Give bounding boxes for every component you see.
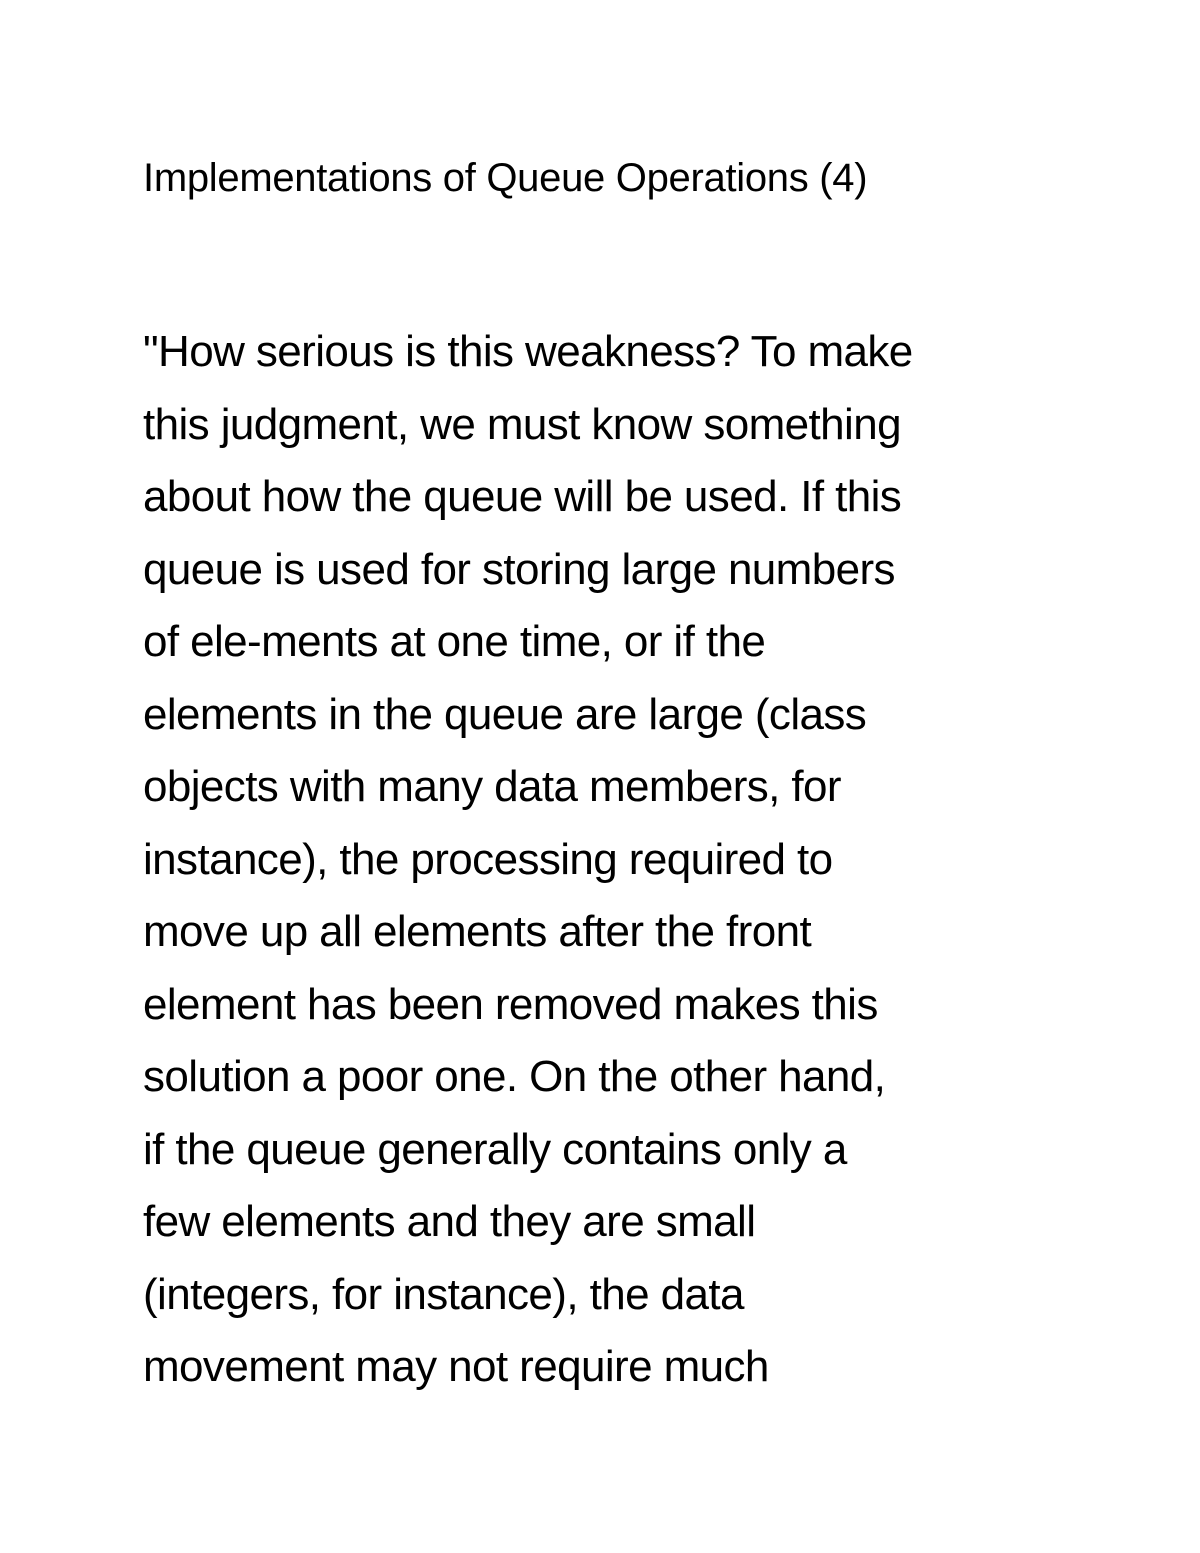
body-line: solution a poor one. On the other hand, — [143, 1052, 886, 1101]
body-line: this judgment, we must know something — [143, 399, 901, 449]
body-line: queue is used for storing large numbers — [143, 544, 895, 594]
body-line: if the queue generally contains only a — [143, 1124, 847, 1174]
body-line: move up all elements after the front — [143, 907, 812, 956]
body-line: element has been removed makes this — [143, 979, 878, 1029]
body-line: about how the queue will be used. If this — [143, 472, 902, 521]
body-line: few elements and they are small — [143, 1197, 756, 1246]
body-line: "How serious is this weakness? To make — [143, 327, 913, 376]
body-line: of ele-ments at one time, or if the — [143, 617, 766, 666]
body-line: objects with many data members, for — [143, 762, 841, 811]
body-line: elements in the queue are large (class — [143, 689, 867, 739]
body-text — [143, 316, 913, 1404]
body-line: instance), the processing required to — [143, 834, 833, 884]
body-line: (integers, for instance), the data — [143, 1269, 744, 1319]
page-title: Implementations of Queue Operations (4) — [143, 156, 868, 200]
body-line: movement may not require much — [143, 1342, 769, 1391]
